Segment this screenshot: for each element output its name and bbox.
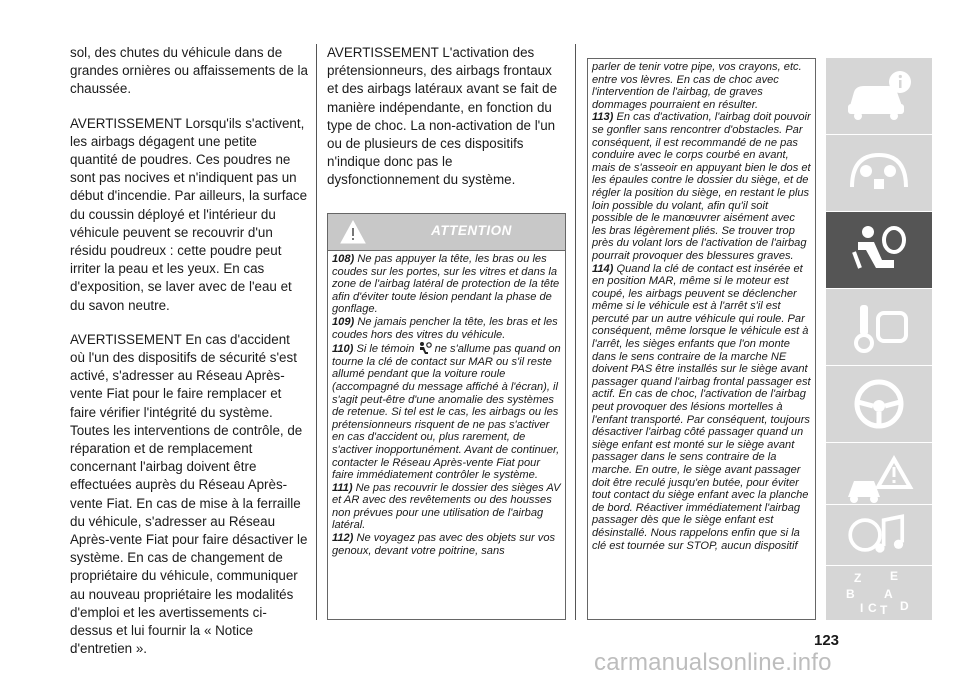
watermark: carmanualsonline.info: [594, 649, 832, 676]
warning-110: [332, 341, 561, 482]
attention-box: [327, 213, 566, 620]
warning-text: Ne pas appuyer la tête, les bras ou les coudes sur les portes, sur les vitres et dans la zone de l'airbag latéral de protection de la tête afin d'éviter toute lésion pendant la phase de gonflage.: [332, 253, 560, 316]
index-letter: B: [846, 587, 855, 601]
warning-111: [332, 482, 561, 532]
tab-safety[interactable]: [826, 211, 932, 288]
tab-multimedia[interactable]: [826, 504, 932, 565]
index-letter: C: [868, 601, 877, 615]
warning-number: 110): [332, 343, 354, 356]
warning-108: [332, 253, 561, 316]
warning-text: Quand la clé de contact est insérée et en position MAR, même si le moteur est coupé, les airbags peuvent se déclencher même si le véhicule est à l'arrêt s'il est percuté par un autre véhicule qui roule. Par conséquent, même lorsque le véhicule est à l'arrêt, les sièges enfants que l'on monte dans le sens contraire de la marche NE doivent PAS être installés sur le siège avant passager quand l'airbag frontal passager est actif. En cas de choc, l'activation de l'airbag peut provoquer des lésions mortelles à l'enfant transporté. Par conséquent, toujours désactiver l'airbag côté passager quand un siège enfant est monté sur le siège avant passager dans le sens contraire de la marche. En outre, le siège avant passager doit être reculé jusqu'en butée, pour éviter tout contact du siège enfant avec la planche de bord. Réactiver immédiatement l'airbag passager dès que le siège enfant est désinstallé. Nous rappelons enfin que si la clé est tournée sur STOP, aucun dispositif: [592, 262, 811, 552]
warning-112-cont: parler de tenir votre pipe, vos crayons, etc. entre vos lèvres. En cas de choc avec l'intervention de l'airbag, de graves dommages pourraient en résulter.: [592, 61, 802, 111]
attention-box-continued: [587, 58, 816, 620]
index-letters-icon: [844, 568, 914, 618]
attention-title: ATTENTION: [431, 223, 512, 238]
column-divider: [316, 44, 317, 620]
index-letter: E: [890, 569, 899, 583]
warning-112: [332, 532, 561, 557]
paragraph-road-conditions: sol, des chutes du véhicule dans de grandes ornières ou affaissements de la chaussée.: [70, 45, 308, 97]
warning-number: 113): [592, 111, 614, 124]
dashboard-lights-icon: [844, 145, 914, 201]
paragraph-activation-warning: AVERTISSEMENT L'activation des prétensionneurs, des airbags frontaux et des airbags latéraux avant se fait de manière indépendante, en fonction du type de choc. La non-activation de l'un ou de plusieurs de ces dispositifs n'indique donc pas le dysfonctionnement du système.: [327, 45, 558, 188]
airbag-seat-icon: [844, 222, 914, 278]
index-letter: A: [884, 587, 893, 601]
warning-text: Ne voyagez pas avec des objets sur vos genoux, devant votre poitrine, sans: [332, 532, 556, 557]
body-column-1: [70, 44, 308, 675]
index-letter: T: [880, 603, 888, 617]
column-divider: [575, 44, 576, 620]
index-letter: Z: [854, 571, 862, 585]
attention-body-continued: [588, 59, 815, 554]
warning-109: [332, 316, 561, 341]
index-letter: I: [860, 601, 864, 615]
tab-car-info[interactable]: [826, 57, 932, 134]
airbag-warning-light-icon: [418, 341, 432, 355]
page-number: 123: [814, 632, 840, 649]
warning-text: Ne jamais pencher la tête, les bras et les coudes hors des vitres du véhicule.: [332, 315, 558, 341]
warning-text: ne s'allume pas quand on tourne la clé de contact sur MAR ou s'il reste allumé pendant que la voiture roule (accompagné du message affiché à l'écran), il s'agit peut-être d'une anomalie des systèmes de retenue. Si tel est le cas, les airbags ou les prétensionneurs risquent de ne pas s'activer en cas d'accident ou, plus rarement, de s'activer inopportunément. Avant de continuer, contacter le Réseau Après-vente Fiat pour faire immédiatement contrôler le système.: [332, 343, 561, 482]
tab-index[interactable]: [826, 565, 932, 620]
warning-triangle-car-icon: [844, 453, 914, 509]
car-info-icon: [844, 68, 914, 124]
warning-number: 109): [332, 315, 355, 328]
attention-header: [328, 214, 565, 250]
warning-text: Si le témoin: [356, 343, 415, 356]
warning-113: [592, 111, 811, 262]
tab-driving[interactable]: [826, 365, 932, 442]
warning-text: En cas d'activation, l'airbag doit pouvoir se gonfler sans rencontrer d'obstacles. Par conséquent, il est recommandé de ne pas conduire avec le corps courbé en avant, mais de s'asseoir en appuyant bien le dos et les épaules contre le dossier du siège, et de régler la position du siège, en restant le plus loin possible du volant, afin qu'il soit possible de le manœuvrer aisément avec les bras légèrement pliés. Se trouver trop près du volant lors de l'activation de l'airbag pourrait provoquer des blessures graves.: [592, 111, 811, 262]
warning-number: 114): [592, 262, 614, 275]
tab-dashboard[interactable]: [826, 134, 932, 211]
warning-number: 111): [332, 481, 353, 494]
warning-number: 112): [332, 532, 354, 545]
attention-body: [328, 250, 565, 557]
media-music-icon: [844, 509, 914, 561]
warning-text: Ne pas recouvrir le dossier des sièges AV et AR avec des revêtements ou des housses non prévues pour une utilisation de l'airbag latéral.: [332, 481, 561, 532]
warning-114: [592, 263, 811, 553]
warning-triangle-icon: [340, 219, 366, 245]
paragraph-powder-warning: AVERTISSEMENT Lorsqu'ils s'activent, les airbags dégagent une petite quantité de poudres. Ces poudres ne sont pas nocives et n'indiquent pas un début d'incendie. Par ailleurs, la surface du coussin déployé et l'intérieur du véhicule peuvent se recouvrir d'un résidu poudreux : cette poudre peut irriter la peau et les yeux. En cas d'exposition, se laver avec de l'eau et du savon neutre.: [70, 115, 308, 313]
paragraph-accident-warning: AVERTISSEMENT En cas d'accident où l'un des dispositifs de sécurité s'est activé, s'adresser au Réseau Après-vente Fiat pour le faire remplacer et faire vérifier l'intégrité du système. Toutes les interventions de contrôle, de réparation et de remplacement concernant l'airbag doivent être effectuées auprès du Réseau Après-vente Fiat. En cas de mise à la ferraille du véhicule, s'adresser au Réseau Après-vente Fiat pour faire désactiver le système. En cas de changement de propriétaire du véhicule, communiquer au nouveau propriétaire les modalités d'emploi et les avertissements ci-dessus et lui fournir la « Notice d'entretien ».: [70, 331, 308, 657]
steering-wheel-icon: [844, 376, 914, 432]
body-column-2: [327, 44, 565, 210]
warning-number: 108): [332, 253, 355, 265]
index-letter: D: [900, 599, 909, 613]
tab-starting[interactable]: [826, 288, 932, 365]
key-start-icon: [844, 299, 914, 355]
